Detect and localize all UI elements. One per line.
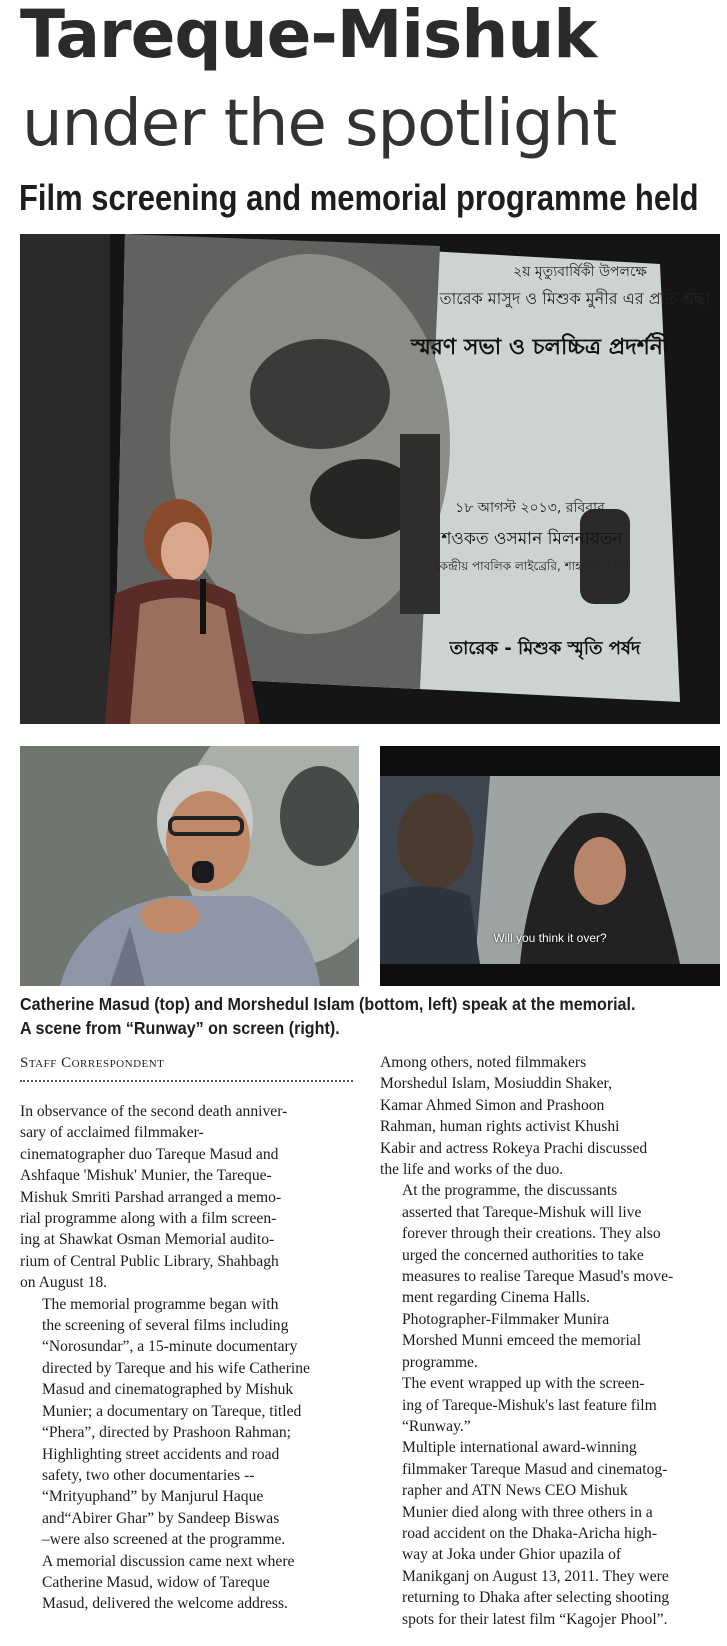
byline: Staff Correspondent	[20, 1055, 165, 1071]
article-column-1	[20, 1101, 358, 1615]
headline-line-2: under the spotlight	[22, 87, 617, 161]
article-line: the screening of several films including	[42, 1317, 289, 1335]
screen-line-5: শওকত ওসমান মিলনায়তন	[441, 529, 623, 549]
article-line: “Runway.”	[402, 1417, 471, 1435]
article-line: Rahman, human rights activist Khushi	[380, 1118, 620, 1136]
article-line: Masud, delivered the welcome address.	[42, 1595, 288, 1613]
article-line: “Phera”, directed by Prashoon Rahman;	[42, 1424, 291, 1442]
article-line: At the programme, the discussants	[402, 1182, 618, 1200]
article-line: Mishuk Smriti Parshad arranged a memo-	[20, 1188, 282, 1206]
photo-morshedul-islam-speaking	[20, 746, 359, 986]
article-line: asserted that Tareque-Mishuk will live	[402, 1203, 642, 1221]
article-line: urged the concerned authorities to take	[402, 1246, 644, 1264]
article-paragraph	[380, 1180, 722, 1308]
article-line: cinematographer duo Tareque Masud and	[20, 1145, 279, 1163]
article-line: spots for their latest film “Kagojer Phool”.	[402, 1610, 668, 1628]
article-column-2	[380, 1052, 722, 1630]
article-line: In observance of the second death anniver-	[20, 1103, 288, 1120]
article-paragraph	[20, 1294, 358, 1444]
article-line: Kamar Ahmed Simon and Prashoon	[380, 1096, 605, 1114]
screen-line-3: স্মরণ সভা ও চলচ্চিত্র প্রদর্শনী	[410, 335, 670, 360]
screen-line-2: তারেক মাসুদ ও মিশুক মুনীর এর প্রতি শ্রদ্ধা	[439, 289, 711, 308]
article-line: ment regarding Cinema Halls.	[402, 1289, 590, 1307]
article-paragraph	[380, 1437, 722, 1630]
article-line: Masud and cinematographed by Mishuk	[42, 1381, 294, 1399]
headline-line-1: Tareque-Mishuk	[20, 0, 597, 73]
film-subtitle: Will you think it over?	[493, 931, 607, 945]
article-line: Munier; a documentary on Tareque, titled	[42, 1402, 302, 1420]
screen-line-7: তারেক - মিশুক স্মৃতি পর্ষদ	[449, 638, 641, 659]
article-line: Kabir and actress Rokeya Prachi discussed	[380, 1139, 648, 1157]
screen-line-1: ২য় মৃত্যুবার্ষিকী উপলক্ষে	[513, 264, 647, 280]
article-line: The event wrapped up with the screen-	[402, 1375, 645, 1393]
caption-line-2: A scene from “Runway” on screen (right).	[20, 1018, 340, 1038]
article-line: rapher and ATN News CEO Mishuk	[402, 1482, 628, 1500]
article-line: Highlighting street accidents and road	[42, 1445, 280, 1463]
article-line: ing of Tareque-Mishuk's last feature film	[402, 1396, 657, 1414]
article-line: on August 18.	[20, 1274, 108, 1292]
article-line: The memorial programme began with	[42, 1295, 279, 1313]
article-line: ing at Shawkat Osman Memorial audito-	[20, 1231, 275, 1249]
article-line: rium of Central Public Library, Shahbagh	[20, 1252, 279, 1270]
article-line: returning to Dhaka after selecting shooting	[402, 1589, 670, 1607]
article-paragraph	[20, 1444, 358, 1551]
article-paragraph	[380, 1373, 722, 1437]
article-line: safety, two other documentaries --	[42, 1466, 255, 1484]
article-line: Ashfaque 'Mishuk' Munier, the Tareque-	[20, 1167, 272, 1185]
article-line: “Mrityuphand” by Manjurul Haque	[42, 1488, 264, 1506]
article-paragraph	[380, 1052, 722, 1180]
photo-catherine-masud-speaking	[20, 234, 720, 724]
article-line: the life and works of the duo.	[380, 1161, 564, 1179]
article-paragraph	[20, 1101, 358, 1294]
article-line: Photographer-Filmmaker Munira	[402, 1310, 610, 1328]
article-line: Morshedul Islam, Mosiuddin Shaker,	[380, 1075, 612, 1093]
article-paragraph	[380, 1309, 722, 1373]
article-line: Multiple international award-winning	[402, 1439, 637, 1457]
article-line: and“Abirer Ghar” by Sandeep Biswas	[42, 1509, 280, 1527]
article-line: Catherine Masud, widow of Tareque	[42, 1573, 270, 1591]
article-line: Morshed Munni emceed the memorial	[402, 1332, 642, 1350]
article-line: Munier died along with three others in a	[402, 1503, 653, 1521]
article-line: Manikganj on August 13, 2011. They were	[402, 1567, 669, 1585]
article-line: A memorial discussion came next where	[42, 1552, 295, 1570]
article-line: filmmaker Tareque Masud and cinematog-	[402, 1460, 668, 1478]
byline-divider	[20, 1080, 353, 1082]
article-line: directed by Tareque and his wife Catherine	[42, 1359, 310, 1377]
article-line: forever through their creations. They also	[402, 1225, 661, 1243]
article-line: Among others, noted filmmakers	[380, 1054, 587, 1071]
article-line: sary of acclaimed filmmaker-	[20, 1124, 204, 1142]
article-line: “Norosundar”, a 15-minute documentary	[42, 1338, 298, 1356]
article-line: road accident on the Dhaka-Aricha high-	[402, 1524, 658, 1542]
screen-line-4: ১৮ আগস্ট ২০১৩, রবিবার	[455, 500, 605, 516]
photo-runway-scene	[380, 746, 720, 986]
screen-line-6: কেন্দ্রীয় পাবলিক লাইব্রেরি, শাহবাগ, ঢাকা	[434, 559, 630, 573]
article-line: way at Joka under Ghior upazila of	[402, 1546, 622, 1564]
article-line: programme.	[402, 1353, 478, 1371]
article-line: measures to realise Tareque Masud's move-	[402, 1268, 674, 1286]
article-line: –were also screened at the programme.	[42, 1531, 286, 1549]
photo-caption	[20, 992, 664, 1040]
article-paragraph	[20, 1551, 358, 1615]
subheadline: Film screening and memorial programme held	[19, 177, 699, 218]
caption-line-1: Catherine Masud (top) and Morshedul Islam (bottom, left) speak at the memorial.	[20, 994, 636, 1014]
article-line: rial programme along with a film screen-	[20, 1210, 277, 1228]
